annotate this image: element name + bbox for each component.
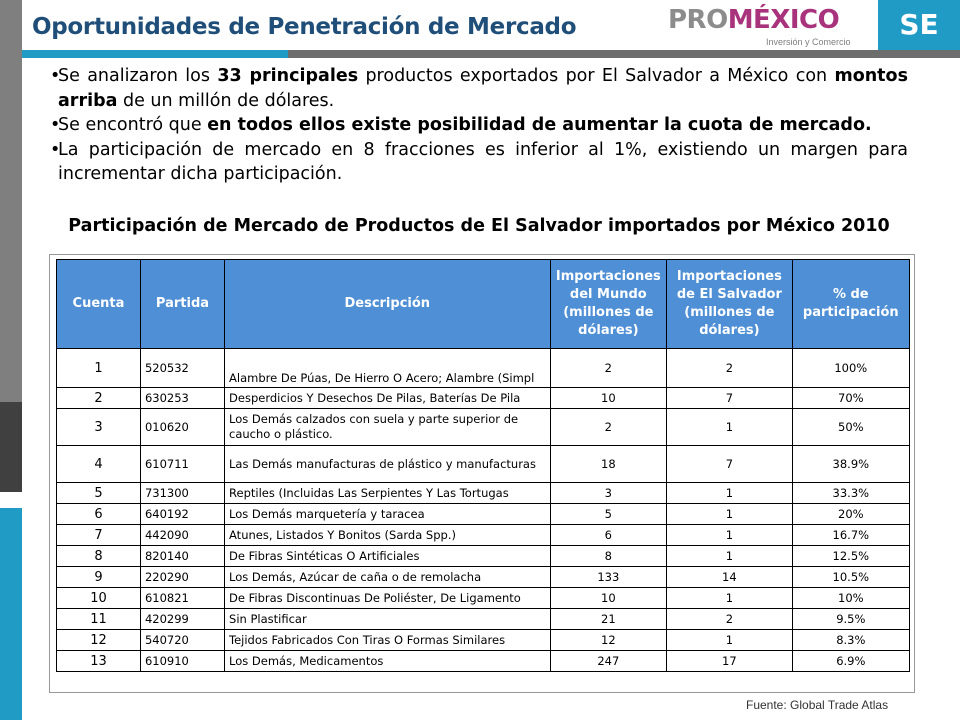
bullet-item bbox=[50, 64, 908, 113]
import-mundo-cell: 247 bbox=[550, 651, 667, 672]
import-mundo-cell: 21 bbox=[550, 609, 667, 630]
descripcion-cell: Desperdicios Y Desechos De Pilas, Baterías De Pila bbox=[225, 388, 551, 409]
header-cuenta: Cuenta bbox=[57, 260, 141, 349]
cuenta-cell: 12 bbox=[57, 630, 141, 651]
table-row bbox=[57, 651, 910, 672]
table-title: Participación de Mercado de Productos de El Salvador importados por México 2010 bbox=[68, 216, 890, 236]
partida-cell: 442090 bbox=[140, 525, 224, 546]
participacion-cell: 12.5% bbox=[792, 546, 909, 567]
import-salvador-cell: 1 bbox=[667, 588, 792, 609]
bullet-text: Se analizaron los bbox=[58, 66, 218, 86]
bullet-item bbox=[50, 113, 908, 138]
cuenta-cell: 7 bbox=[57, 525, 141, 546]
table-row bbox=[57, 588, 910, 609]
descripcion-cell: Atunes, Listados Y Bonitos (Sarda Spp.) bbox=[225, 525, 551, 546]
bullet-bold-text: 33 principales bbox=[217, 66, 359, 86]
import-salvador-cell: 7 bbox=[667, 388, 792, 409]
partida-cell: 610711 bbox=[140, 446, 224, 483]
participacion-cell: 38.9% bbox=[792, 446, 909, 483]
cuenta-cell: 5 bbox=[57, 483, 141, 504]
table-row bbox=[57, 446, 910, 483]
left-accent-bar-gray bbox=[0, 0, 22, 402]
descripcion-cell: Los Demás marquetería y taracea bbox=[225, 504, 551, 525]
bullet-text: de un millón de dólares. bbox=[117, 90, 335, 111]
cuenta-cell: 1 bbox=[57, 349, 141, 388]
logo-subtitle: Inversión y Comercio bbox=[766, 37, 851, 47]
source-note: Fuente: Global Trade Atlas bbox=[746, 698, 889, 712]
slide-title: Oportunidades de Penetración de Mercado bbox=[32, 14, 577, 40]
partida-cell: 640192 bbox=[140, 504, 224, 525]
descripcion-cell: Sin Plastificar bbox=[225, 609, 551, 630]
cuenta-cell: 4 bbox=[57, 446, 141, 483]
import-mundo-cell: 2 bbox=[550, 349, 667, 388]
descripcion-cell: Alambre De Púas, De Hierro O Acero; Alambre (Simpl bbox=[225, 349, 551, 388]
descripcion-cell: Los Demás, Azúcar de caña o de remolacha bbox=[225, 567, 551, 588]
import-mundo-cell: 10 bbox=[550, 588, 667, 609]
import-salvador-cell: 7 bbox=[667, 446, 792, 483]
bullet-text: La participación de mercado en 8 fracciones es inferior al 1%, existiendo un margen para incrementar dicha participación. bbox=[58, 139, 908, 184]
header-participacion: % de participación bbox=[792, 260, 909, 349]
partida-cell: 630253 bbox=[140, 388, 224, 409]
cuenta-cell: 2 bbox=[57, 388, 141, 409]
participacion-cell: 50% bbox=[792, 409, 909, 446]
header-descripcion: Descripción bbox=[225, 260, 551, 349]
partida-cell: 820140 bbox=[140, 546, 224, 567]
cuenta-cell: 11 bbox=[57, 609, 141, 630]
header-partida: Partida bbox=[140, 260, 224, 349]
import-salvador-cell: 1 bbox=[667, 546, 792, 567]
bullet-list bbox=[50, 64, 908, 187]
descripcion-cell: De Fibras Sintéticas O Artificiales bbox=[225, 546, 551, 567]
import-salvador-cell: 14 bbox=[667, 567, 792, 588]
partida-cell: 610821 bbox=[140, 588, 224, 609]
bullet-text: productos exportados por El Salvador a México con bbox=[358, 66, 835, 86]
import-mundo-cell: 133 bbox=[550, 567, 667, 588]
promexico-logo bbox=[668, 6, 858, 48]
participacion-cell: 70% bbox=[792, 388, 909, 409]
market-share-table bbox=[56, 259, 910, 672]
cuenta-cell: 8 bbox=[57, 546, 141, 567]
import-salvador-cell: 1 bbox=[667, 409, 792, 446]
header-rule-blue bbox=[22, 50, 288, 58]
header-importaciones-salvador: Importaciones de El Salvador (millones de dólares) bbox=[667, 260, 792, 349]
se-badge: SE bbox=[878, 0, 960, 50]
import-salvador-cell: 2 bbox=[667, 349, 792, 388]
partida-cell: 010620 bbox=[140, 409, 224, 446]
participacion-cell: 20% bbox=[792, 504, 909, 525]
logo-pro-text: PRO bbox=[668, 5, 728, 35]
import-salvador-cell: 1 bbox=[667, 630, 792, 651]
descripcion-cell: Los Demás calzados con suela y parte superior de caucho o plástico. bbox=[225, 409, 551, 446]
participacion-cell: 33.3% bbox=[792, 483, 909, 504]
participacion-cell: 8.3% bbox=[792, 630, 909, 651]
import-mundo-cell: 2 bbox=[550, 409, 667, 446]
cuenta-cell: 3 bbox=[57, 409, 141, 446]
import-salvador-cell: 1 bbox=[667, 483, 792, 504]
table-row bbox=[57, 630, 910, 651]
import-mundo-cell: 10 bbox=[550, 388, 667, 409]
left-accent-bar-dark bbox=[0, 402, 22, 492]
bullet-text: Se encontró que bbox=[58, 115, 208, 135]
participacion-cell: 9.5% bbox=[792, 609, 909, 630]
bullet-bold-text: montos arriba bbox=[58, 66, 908, 111]
import-mundo-cell: 5 bbox=[550, 504, 667, 525]
table-row bbox=[57, 567, 910, 588]
import-salvador-cell: 1 bbox=[667, 504, 792, 525]
table-row bbox=[57, 609, 910, 630]
table-header-row bbox=[57, 260, 910, 349]
bullet-bold-text: en todos ellos existe posibilidad de aumentar la cuota de mercado. bbox=[207, 115, 872, 135]
participacion-cell: 6.9% bbox=[792, 651, 909, 672]
participacion-cell: 100% bbox=[792, 349, 909, 388]
logo-mexico-text: MÉXICO bbox=[727, 5, 840, 35]
left-accent-bar-blue bbox=[0, 508, 22, 720]
table-row bbox=[57, 388, 910, 409]
cuenta-cell: 9 bbox=[57, 567, 141, 588]
import-mundo-cell: 3 bbox=[550, 483, 667, 504]
import-mundo-cell: 18 bbox=[550, 446, 667, 483]
table-row bbox=[57, 546, 910, 567]
header-importaciones-mundo: Importaciones del Mundo (millones de dólares) bbox=[550, 260, 667, 349]
participacion-cell: 10% bbox=[792, 588, 909, 609]
table-row bbox=[57, 349, 910, 388]
cuenta-cell: 6 bbox=[57, 504, 141, 525]
cuenta-cell: 13 bbox=[57, 651, 141, 672]
partida-cell: 540720 bbox=[140, 630, 224, 651]
bullet-item bbox=[50, 138, 908, 187]
partida-cell: 520532 bbox=[140, 349, 224, 388]
table-row bbox=[57, 525, 910, 546]
partida-cell: 731300 bbox=[140, 483, 224, 504]
descripcion-cell: Las Demás manufacturas de plástico y manufacturas bbox=[225, 446, 551, 483]
table-row bbox=[57, 483, 910, 504]
import-salvador-cell: 17 bbox=[667, 651, 792, 672]
table-row bbox=[57, 409, 910, 446]
descripcion-cell: Los Demás, Medicamentos bbox=[225, 651, 551, 672]
participacion-cell: 16.7% bbox=[792, 525, 909, 546]
cuenta-cell: 10 bbox=[57, 588, 141, 609]
import-salvador-cell: 1 bbox=[667, 525, 792, 546]
descripcion-cell: Tejidos Fabricados Con Tiras O Formas Similares bbox=[225, 630, 551, 651]
participacion-cell: 10.5% bbox=[792, 567, 909, 588]
partida-cell: 220290 bbox=[140, 567, 224, 588]
header-rule-gray bbox=[288, 50, 960, 58]
descripcion-cell: Reptiles (Incluidas Las Serpientes Y Las Tortugas bbox=[225, 483, 551, 504]
table-row bbox=[57, 504, 910, 525]
descripcion-cell: De Fibras Discontinuas De Poliéster, De Ligamento bbox=[225, 588, 551, 609]
import-mundo-cell: 12 bbox=[550, 630, 667, 651]
import-salvador-cell: 2 bbox=[667, 609, 792, 630]
partida-cell: 420299 bbox=[140, 609, 224, 630]
import-mundo-cell: 6 bbox=[550, 525, 667, 546]
partida-cell: 610910 bbox=[140, 651, 224, 672]
import-mundo-cell: 8 bbox=[550, 546, 667, 567]
